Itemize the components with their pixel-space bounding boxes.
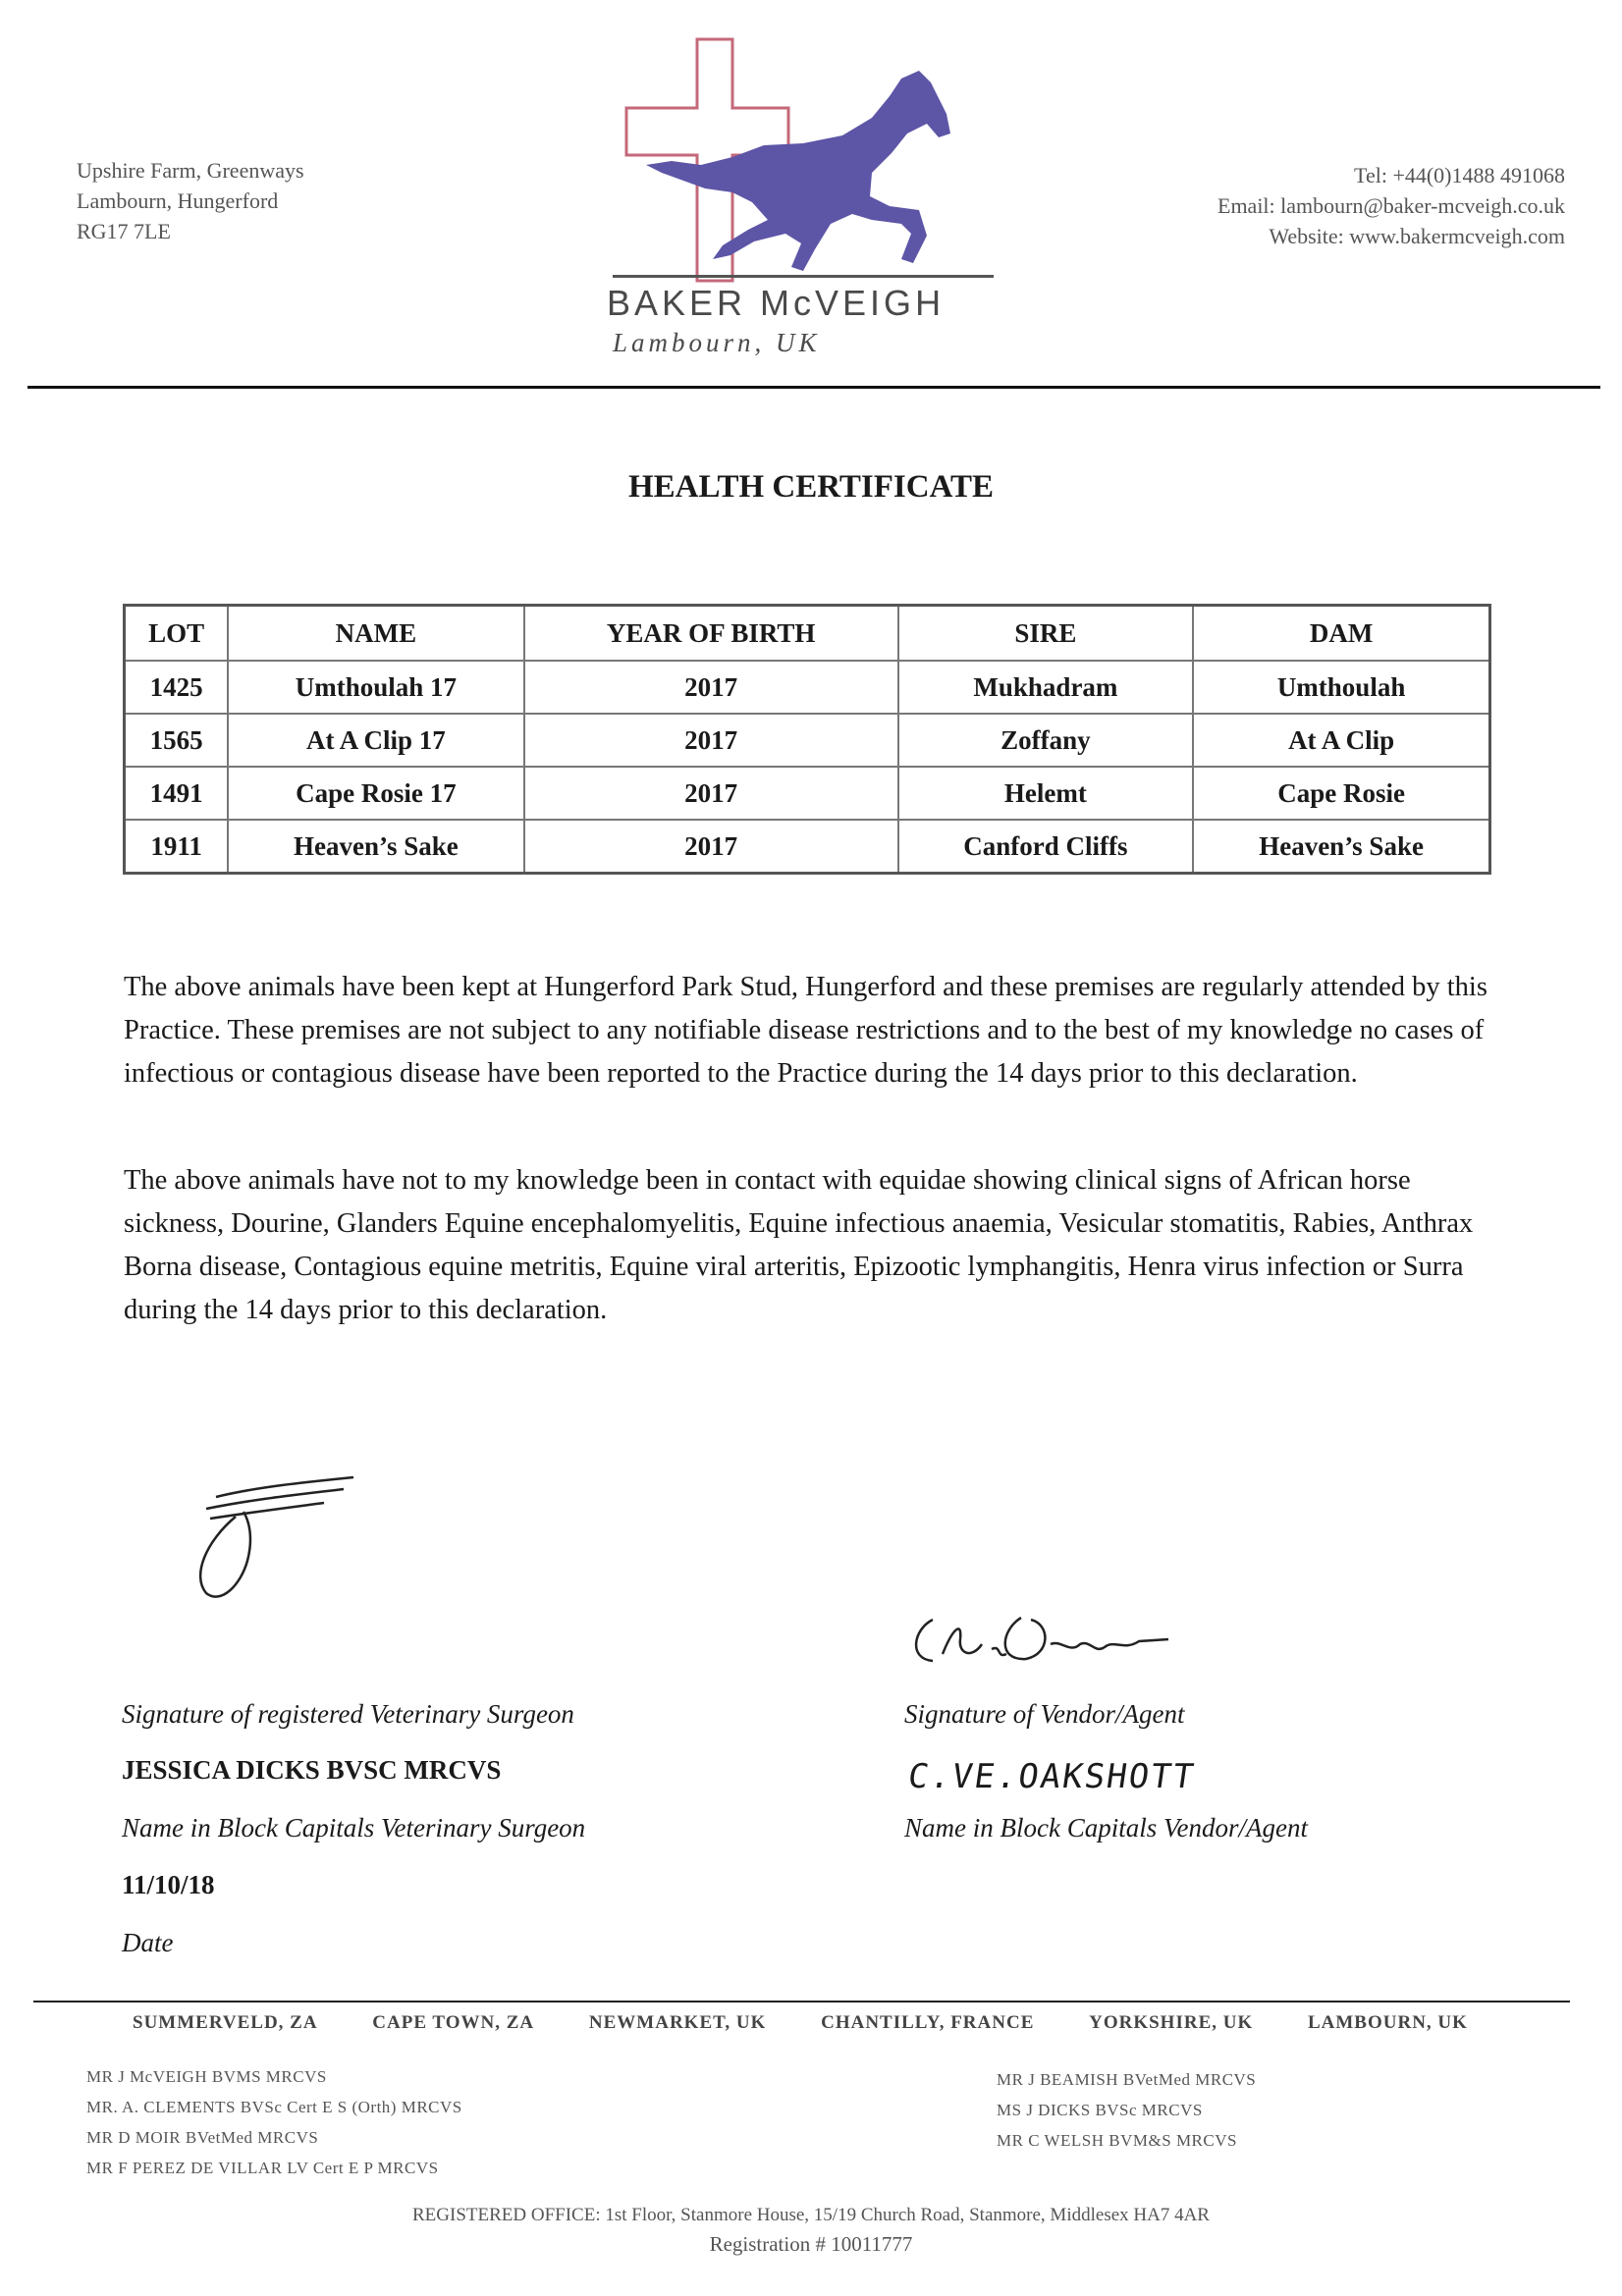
table-row <box>125 767 1490 820</box>
partner-name: MR F PEREZ DE VILLAR LV Cert E P MRCVS <box>86 2159 439 2177</box>
vet-handwritten-signature <box>177 1468 373 1610</box>
table-row <box>125 820 1490 874</box>
cell-year: 2017 <box>524 820 898 874</box>
declaration-paragraph-diseases: The above animals have not to my knowledge been in contact with equidae showing clinical signs of African horse sickness, Dourine, Glanders Equine encephalomyelitis, Equine infectious anaemia, Vesicular stomatitis, Rabies, Anthrax Borna disease, Contagious equine metritis, Equine viral arteritis, Epizootic lymphangitis, Henra virus infection or Surra during the 14 days prior to this declaration. <box>124 1165 1474 1325</box>
cell-dam: Heaven’s Sake <box>1193 820 1489 874</box>
signature-date: 11/10/18 <box>122 1870 215 1899</box>
table-row <box>125 714 1490 767</box>
column-header-lot: LOT <box>125 606 229 662</box>
cell-lot: 1425 <box>125 661 229 714</box>
contact-website: Website: www.bakermcveigh.com <box>1269 224 1565 248</box>
office-location: YORKSHIRE, UK <box>1089 2012 1254 2033</box>
partner-name: MR J McVEIGH BVMS MRCVS <box>86 2067 327 2086</box>
vet-signature-label: Signature of registered Veterinary Surgeon <box>122 1699 574 1729</box>
table-row <box>125 661 1490 714</box>
partner-name: MR. A. CLEMENTS BVSc Cert E S (Orth) MRCVS <box>86 2098 462 2116</box>
cell-sire: Canford Cliffs <box>898 820 1194 874</box>
cell-lot: 1565 <box>125 714 229 767</box>
lots-table <box>123 604 1491 875</box>
certificate-title: HEALTH CERTIFICATE <box>627 469 995 505</box>
vet-name: JESSICA DICKS BVSC MRCVS <box>122 1755 502 1785</box>
cell-dam: Umthoulah <box>1193 661 1489 714</box>
cell-year: 2017 <box>524 661 898 714</box>
partner-name: MR D MOIR BVetMed MRCVS <box>86 2128 319 2147</box>
column-header-year-of-birth: YEAR OF BIRTH <box>524 606 898 662</box>
practice-contact <box>1217 160 1565 251</box>
column-header-name: NAME <box>228 606 523 662</box>
brand-name: BAKER McVEIGH <box>607 283 946 323</box>
column-header-dam: DAM <box>1193 606 1489 662</box>
cell-sire: Zoffany <box>898 714 1194 767</box>
contact-phone: Tel: +44(0)1488 491068 <box>1354 163 1565 187</box>
address-line: RG17 7LE <box>77 219 171 243</box>
cell-sire: Helemt <box>898 767 1194 820</box>
column-header-sire: SIRE <box>898 606 1194 662</box>
cell-name: At A Clip 17 <box>228 714 523 767</box>
partner-name: MR J BEAMISH BVetMed MRCVS <box>997 2070 1257 2089</box>
cell-name: Heaven’s Sake <box>228 820 523 874</box>
brand-location: Lambourn, UK <box>613 328 821 357</box>
vendor-name-label: Name in Block Capitals Vendor/Agent <box>904 1813 1308 1842</box>
footer-divider <box>33 2001 1570 2002</box>
cell-year: 2017 <box>524 767 898 820</box>
header-divider <box>27 386 1600 389</box>
partner-name: MS J DICKS BVSc MRCVS <box>997 2101 1203 2119</box>
cell-sire: Mukhadram <box>898 661 1194 714</box>
vet-name-label: Name in Block Capitals Veterinary Surgeon <box>122 1813 586 1842</box>
vendor-signature-label: Signature of Vendor/Agent <box>904 1699 1185 1729</box>
office-location: CAPE TOWN, ZA <box>372 2012 535 2033</box>
cell-dam: Cape Rosie <box>1193 767 1489 820</box>
cell-lot: 1491 <box>125 767 229 820</box>
office-location: SUMMERVELD, ZA <box>133 2012 318 2033</box>
address-line: Upshire Farm, Greenways <box>77 158 304 183</box>
declaration-paragraph-premises: The above animals have been kept at Hungerford Park Stud, Hungerford and these premises are regularly attended by this Practice. These premises are not subject to any notifiable disease restrictions and to the best of my knowledge no cases of infectious or contagious disease have been reported to the Practice during the 14 days prior to this declaration. <box>124 972 1487 1089</box>
cell-name: Cape Rosie 17 <box>228 767 523 820</box>
vendor-handwritten-signature <box>903 1600 1276 1679</box>
cell-dam: At A Clip <box>1193 714 1489 767</box>
registered-office: REGISTERED OFFICE: 1st Floor, Stanmore House, 15/19 Church Road, Stanmore, Middlesex HA7 4AR <box>412 2205 1210 2225</box>
cell-name: Umthoulah 17 <box>228 661 523 714</box>
contact-email: Email: lambourn@baker-mcveigh.co.uk <box>1217 193 1565 218</box>
partners-list-left <box>86 2061 462 2183</box>
vendor-handwritten-name: C.VE.OAKSHOTT <box>905 1757 1198 1796</box>
address-line: Lambourn, Hungerford <box>77 188 279 213</box>
registration-number: Registration # 10011777 <box>709 2232 913 2256</box>
cell-lot: 1911 <box>125 820 229 874</box>
office-location: NEWMARKET, UK <box>588 2012 767 2033</box>
partners-list-right <box>997 2064 1256 2156</box>
date-label: Date <box>122 1928 174 1957</box>
office-location: CHANTILLY, FRANCE <box>821 2012 1035 2033</box>
practice-address <box>77 155 304 246</box>
table-header-row <box>125 606 1490 662</box>
office-location: LAMBOURN, UK <box>1307 2012 1468 2033</box>
office-locations <box>133 2012 1468 2034</box>
cell-year: 2017 <box>524 714 898 767</box>
partner-name: MR C WELSH BVM&S MRCVS <box>997 2131 1237 2150</box>
